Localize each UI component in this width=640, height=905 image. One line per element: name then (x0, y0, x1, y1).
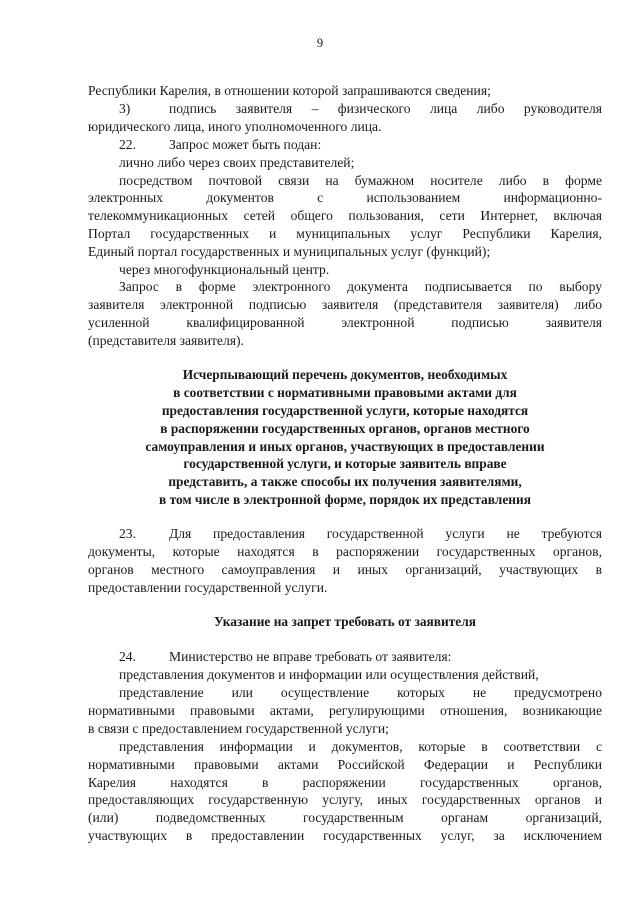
text-line: участвующих в предоставлении государственных услуг, за исключением (88, 828, 602, 843)
item-number: 22. (119, 137, 136, 152)
text-line: Единый портал государственных и муниципальных услуг (функций); (88, 244, 491, 259)
section-heading-line: представить, а также способы их получения заявителями, (168, 474, 522, 489)
page-number: 9 (316, 36, 324, 50)
section-heading-line: самоуправления и иных органов, участвующих в предоставлении (145, 439, 545, 454)
text-line: лично либо через своих представителей; (119, 155, 355, 170)
text-line (119, 100, 602, 117)
text-line: Запрос в форме электронного документа подписывается по выбору (119, 279, 602, 294)
text-line: усиленной квалифицированной электронной подписью заявителя (88, 315, 602, 330)
text-line: (представителя заявителя). (88, 333, 244, 348)
text-line: предоставлении государственной услуги. (88, 580, 328, 595)
text-line: телекоммуникационных сетей общего пользования, сети Интернет, включая (88, 208, 602, 223)
text-line: представления документов и информации или осуществления действий, (119, 667, 539, 682)
text-line: Портал государственных и муниципальных услуг Республики Карелия, (88, 226, 602, 241)
item-number: 23. (119, 526, 136, 541)
text-span: Запрос может быть подан: (169, 137, 322, 152)
text-line: нормативными правовыми актами Российской Федерации и Республики (88, 757, 602, 772)
item-number: 3) (119, 101, 131, 116)
text-line: представление или осуществление которых не предусмотрено (119, 685, 602, 700)
item-number: 24. (119, 649, 136, 664)
text-span: подпись заявителя – физического лица либо руководителя (169, 101, 602, 116)
text-line: органов местного самоуправления и иных организаций, участвующих в (88, 562, 602, 577)
text-line: нормативными правовыми актами, регулирующими отношения, возникающие (88, 703, 602, 718)
text-line: заявителя электронной подписью заявителя (представителя заявителя) либо (88, 297, 602, 312)
text-span: Для предоставления государственной услуги не требуются (169, 526, 602, 541)
text-line: предоставляющих государственную услугу, иных государственных органов и (88, 792, 602, 807)
section-heading-line: в соответствии с нормативными правовыми актами для (173, 385, 517, 400)
text-line: юридического лица, иного уполномоченного лица. (88, 119, 382, 134)
section-heading-line: государственной услуги, и которые заявитель вправе (183, 456, 507, 471)
section-heading-line: в распоряжении государственных органов, органов местного (160, 421, 530, 436)
text-line: Карелия находятся в распоряжении государственных органов, (88, 775, 602, 790)
text-span: Министерство не вправе требовать от заявителя: (169, 649, 452, 664)
section-heading-line: в том числе в электронной форме, порядок их представления (159, 492, 531, 507)
section-heading-line: Исчерпывающий перечень документов, необходимых (182, 367, 508, 382)
text-line: Республики Карелия, в отношении которой запрашиваются сведения; (88, 83, 491, 98)
text-line (119, 648, 602, 665)
text-line: представления информации и документов, которые в соответствии с (119, 739, 602, 754)
text-line: (или) подведомственных государственным органам организаций, (88, 810, 602, 825)
text-line: через многофункциональный центр. (119, 262, 330, 277)
text-line (119, 525, 602, 542)
text-line: электронных документов с использованием информационно- (88, 190, 602, 205)
text-line: в связи с предоставлением государственной услуги; (88, 721, 389, 736)
text-line (119, 136, 602, 153)
text-line: посредством почтовой связи на бумажном носителе либо в форме (119, 173, 602, 188)
section-heading-line: предоставления государственной услуги, которые находятся (161, 403, 529, 418)
section-heading: Указание на запрет требовать от заявителя (213, 614, 476, 629)
text-line: документы, которые находятся в распоряжении государственных органов, (88, 544, 602, 559)
